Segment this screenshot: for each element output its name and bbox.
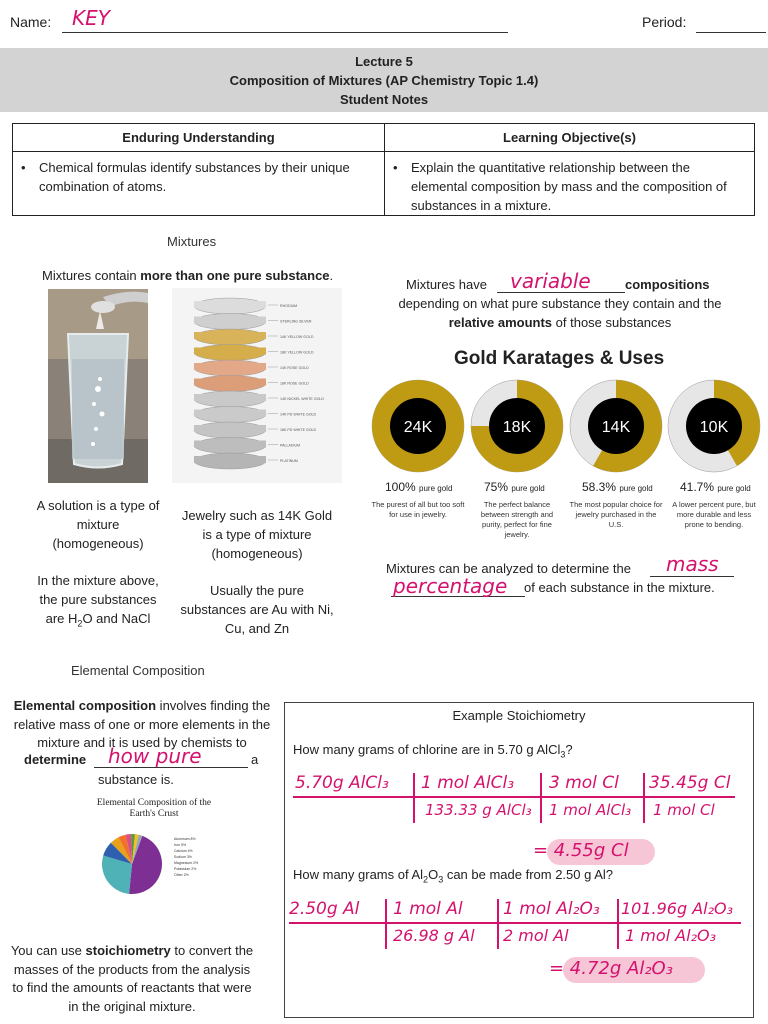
karat-percent <box>680 480 751 494</box>
q1-pre: How many grams of chlorine are in 5.70 g AlCl <box>293 742 561 757</box>
ring-label: 14K PD WHITE GOLD <box>280 412 317 417</box>
karat-description: The most popular choice for jewelry purchased in the U.S. <box>569 500 663 529</box>
pie-label: Calcium 4% <box>174 849 193 853</box>
ring-label: 14K ROSE GOLD <box>280 366 309 370</box>
intro-post: . <box>329 268 334 283</box>
karat-description: A lower percent pure, but more durable and less prone to bending. <box>672 500 756 529</box>
objectives-table <box>12 123 755 216</box>
enduring-understanding-cell: • Chemical formulas identify substances by their unique combination of atoms. <box>13 152 385 216</box>
variable-compositions: compositions <box>625 277 710 292</box>
mass-answer-2: percentage <box>393 574 508 598</box>
intro-bold: more than one pure substance <box>140 268 330 283</box>
q2-sub2: 3 <box>438 874 444 885</box>
variable-line-2: depending on what pure substance they contain and the <box>398 296 722 311</box>
stoich-post: to convert the masses of the products from the analysis to find the amounts of reactants that were in the original mixture. <box>12 943 254 1014</box>
glass-caption-2 <box>30 571 166 634</box>
earth-crust-pie-figure <box>94 798 214 913</box>
learning-objective-header: Learning Objective(s) <box>385 124 755 152</box>
karat-label: 24K <box>403 419 433 436</box>
ring-label: PALLADIUM <box>280 443 301 448</box>
q2-bottom-3: 1 mol Al₂O₃ <box>625 926 716 945</box>
intro-pre: Mixtures contain <box>42 268 141 283</box>
mixtures-heading: Mixtures <box>167 234 217 249</box>
rings-caption-1: Jewelry such as 14K Gold is a type of mixture (homogeneous) <box>181 508 333 561</box>
q2-sub1: 2 <box>423 874 429 885</box>
enduring-understanding-text: Chemical formulas identify substances by their unique combination of atoms. <box>39 160 350 194</box>
stoich-bold: stoichiometry <box>85 943 171 958</box>
q1-divider-1 <box>413 773 415 823</box>
pie-label: Magnesium 2% <box>174 861 199 865</box>
pure-gold-label: pure gold <box>419 484 453 493</box>
rings-caption <box>176 506 338 638</box>
karat-percent <box>582 480 653 494</box>
mass-blank-1[interactable] <box>650 576 734 577</box>
q1-sub: 3 <box>560 749 566 760</box>
pie-label: Potassium 2% <box>174 867 197 871</box>
karat-description: The perfect balance between strength and purity, perfect for fine jewelry. <box>480 500 554 539</box>
variable-line-1 <box>406 277 487 292</box>
mass-post: of each substance in the mixture. <box>524 580 715 595</box>
glass-caption <box>30 496 166 634</box>
elemental-text: involves finding the relative mass of one or more elements in the mixture and it is used by chemists to <box>13 698 271 750</box>
stoichiometry-paragraph <box>8 942 256 1016</box>
determine-word: determine <box>24 752 87 767</box>
lecture-title: Lecture 5 <box>355 54 413 69</box>
learning-objective-cell: • Explain the quantitative relationship between the elemental composition by mass and the composition of substances in a mixture. <box>385 152 755 216</box>
ring-label: STERLING SILVER <box>280 319 312 324</box>
glass-caption-1: A solution is a type of mixture (homogeneous) <box>36 498 160 551</box>
period-field[interactable] <box>696 32 766 33</box>
glass-caption-2c: O and NaCl <box>82 611 151 626</box>
question-1 <box>293 742 573 760</box>
variable-line3-post: of those substances <box>552 315 672 330</box>
title-band <box>0 48 768 112</box>
pure-gold-label: pure gold <box>511 484 545 493</box>
variable-pre: Mixtures have <box>406 277 487 292</box>
glass-caption-2b: 2 <box>77 618 83 629</box>
mass-answer-1: mass <box>666 552 719 576</box>
q1-bottom-1: 133.33 g AlCl₃ <box>425 801 532 819</box>
ring-label: RHODIUM <box>280 304 298 308</box>
variable-line-3 <box>380 315 740 330</box>
q1-top-1: 5.70g AlCl₃ <box>295 773 389 793</box>
ring-label: 18K ROSE GOLD <box>280 381 309 386</box>
learning-objective-text: Explain the quantitative relationship between the elemental composition by mass and the composition of substances in a mixture. <box>411 160 727 213</box>
mixtures-intro <box>42 268 333 283</box>
pie-label: Aluminum 8% <box>174 837 196 841</box>
example-stoichiometry-box <box>284 702 754 1018</box>
elemental-bold: Elemental composition <box>13 698 157 713</box>
karat-percent <box>484 480 545 494</box>
mass-pre: Mixtures can be analyzed to determine the <box>386 561 631 576</box>
q2-mid: O <box>428 867 439 882</box>
salt-water-glass-image <box>48 289 148 483</box>
q1-answer: = 4.55g Cl <box>533 840 629 861</box>
rings-caption-2: Usually the pure substances are Au with Ni, Cu, and Zn <box>180 583 334 636</box>
karat-donut-24k <box>370 378 466 474</box>
question-2 <box>293 867 613 885</box>
relative-amounts: relative amounts <box>448 315 553 330</box>
pie-label: Sodium 3% <box>174 855 192 859</box>
q1-post: ? <box>565 742 573 757</box>
name-row <box>10 6 758 36</box>
karat-percent-value: 58.3% <box>582 480 620 494</box>
q2-fraction-line <box>289 922 741 924</box>
pure-gold-label: pure gold <box>619 484 653 493</box>
karat-description: The purest of all but too soft for use in jewelry. <box>371 500 465 519</box>
substance-is: substance is. <box>98 772 174 787</box>
q2-pre: How many grams of Al <box>293 867 424 882</box>
enduring-understanding-header: Enduring Understanding <box>13 124 385 152</box>
lecture-subtitle: Composition of Mixtures (AP Chemistry Topic 1.4) <box>229 73 539 88</box>
stoich-heading: Example Stoichiometry <box>452 708 586 723</box>
q1-fraction-line <box>293 796 735 798</box>
karat-percent-value: 41.7% <box>680 480 718 494</box>
karat-label: 14K <box>601 419 631 436</box>
gold-karatages-title: Gold Karatages & Uses <box>454 348 665 369</box>
q2-divider-1 <box>385 899 387 949</box>
name-label: Name: <box>10 14 52 30</box>
q1-top-4: 35.45g Cl <box>649 773 731 793</box>
karat-donut-10k <box>666 378 762 474</box>
karat-donut-14k <box>568 378 664 474</box>
gold-rings-image <box>172 288 342 483</box>
q2-bottom-2: 2 mol Al <box>503 926 569 945</box>
karat-label: 18K <box>502 419 532 436</box>
variable-answer: variable <box>510 269 591 293</box>
q2-divider-2 <box>497 899 499 949</box>
elemental-heading: Elemental Composition <box>71 663 205 678</box>
karat-percent <box>385 480 452 494</box>
q1-bottom-2: 1 mol AlCl₃ <box>549 801 632 819</box>
pie-title: Elemental Composition of the Earth's Crust <box>96 798 212 819</box>
ring-label: PLATINUM <box>280 459 298 463</box>
period-label: Period: <box>642 14 687 30</box>
name-value: KEY <box>72 6 110 30</box>
karat-label: 10K <box>699 419 729 436</box>
q2-top-3: 1 mol Al₂O₃ <box>503 899 600 919</box>
q1-bottom-3: 1 mol Cl <box>653 801 715 819</box>
karat-donut-18k <box>469 378 565 474</box>
q2-bottom-1: 26.98 g Al <box>393 926 475 945</box>
pie-chart <box>94 820 214 910</box>
stoich-pre: You can use <box>10 943 86 958</box>
pure-gold-label: pure gold <box>717 484 751 493</box>
q2-divider-3 <box>617 899 619 949</box>
ring-label: 18K YELLOW GOLD <box>280 350 314 355</box>
q1-divider-2 <box>540 773 542 823</box>
name-field[interactable] <box>62 32 508 33</box>
ring-label: 18K PD WHITE GOLD <box>280 428 317 432</box>
q2-top-4: 101.96g Al₂O₃ <box>621 899 734 918</box>
a-word: a <box>251 752 259 767</box>
q2-top-1: 2.50g Al <box>289 899 360 919</box>
q2-post: can be made from 2.50 g Al? <box>443 867 614 882</box>
q2-top-2: 1 mol Al <box>393 899 463 919</box>
ring-label: 14K YELLOW GOLD <box>280 335 314 339</box>
karat-percent-value: 75% <box>484 480 512 494</box>
q1-divider-3 <box>643 773 645 823</box>
pie-label: Other 2% <box>174 873 189 877</box>
how-pure-answer: how pure <box>108 744 202 768</box>
glass-caption-2a: In the mixture above, the pure substances are H <box>37 573 159 626</box>
pie-label: Iron 5% <box>174 843 187 847</box>
q2-answer: = 4.72g Al₂O₃ <box>549 958 673 979</box>
q1-top-3: 3 mol Cl <box>549 773 619 793</box>
q1-top-2: 1 mol AlCl₃ <box>421 773 515 793</box>
ring-label: 14K NICKEL WHITE GOLD <box>280 397 325 401</box>
lecture-type: Student Notes <box>339 92 429 107</box>
karat-percent-value: 100% <box>385 480 420 494</box>
